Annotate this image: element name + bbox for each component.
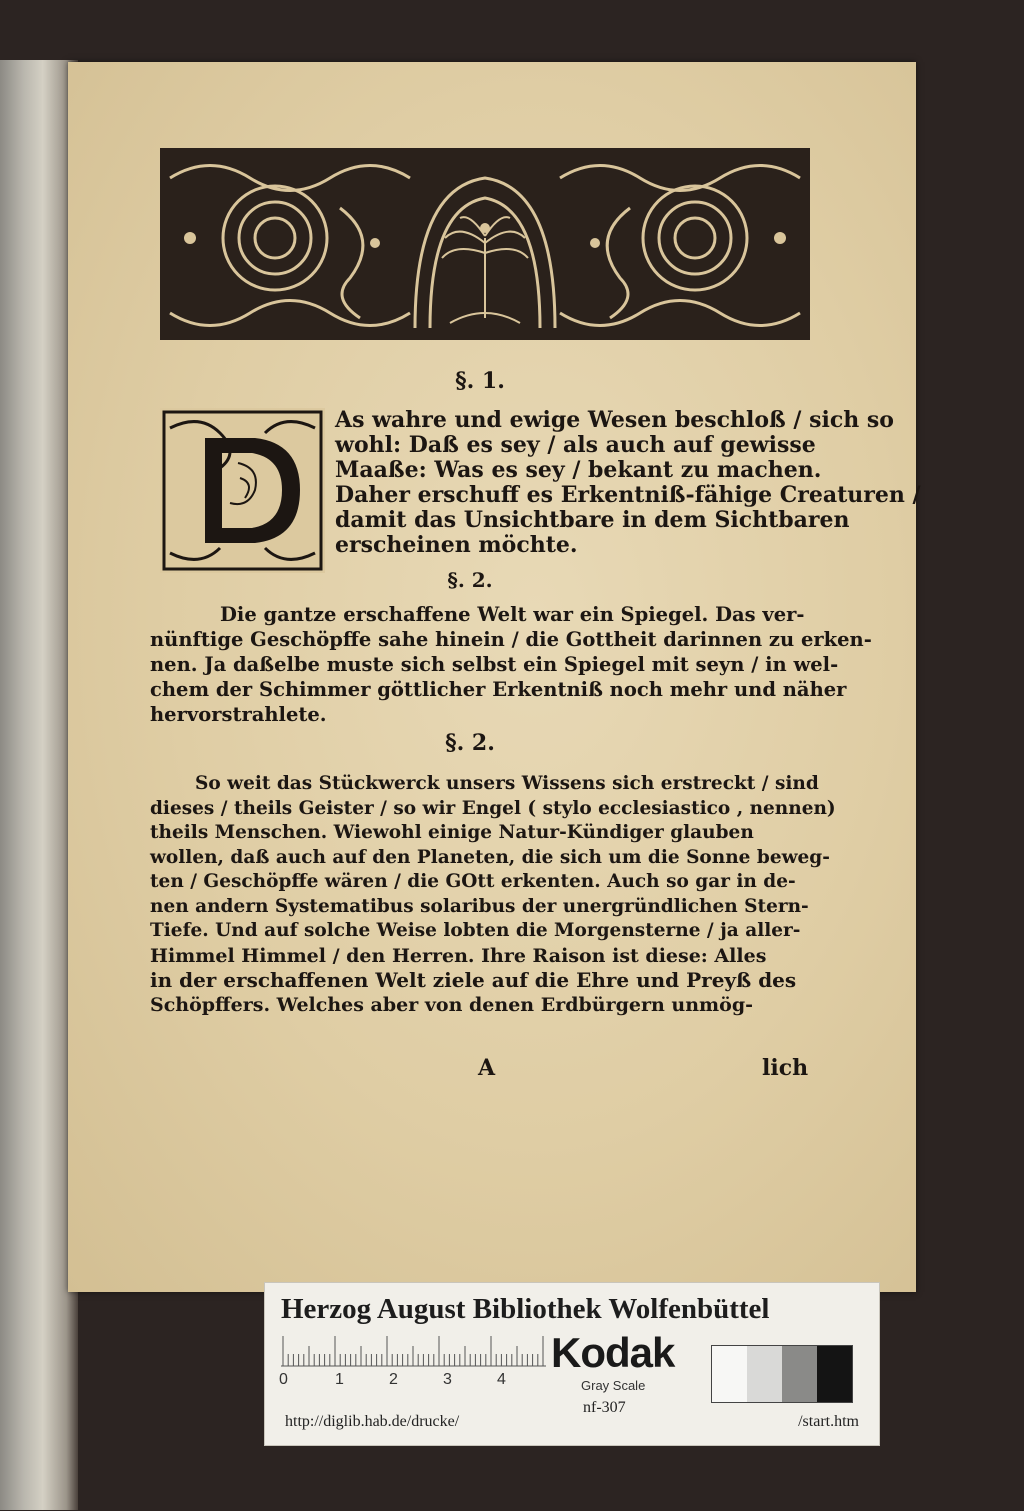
paragraph-1-line: wohl: Daß es sey / als auch auf gewisse — [335, 432, 816, 458]
section-mark-1: §. 1. — [455, 368, 505, 394]
gray-patch-mid — [782, 1346, 817, 1402]
woodcut-headpiece-ornament — [160, 148, 810, 340]
ruler-number: 2 — [389, 1371, 398, 1388]
paragraph-1-line: Daher erschuff es Erkentniß-fähige Creaturen / — [335, 482, 921, 508]
paragraph-1-line: Maaße: Was es sey / bekant zu machen. — [335, 457, 822, 483]
paragraph-2-line: chem der Schimmer göttlicher Erkentniß noch mehr und näher — [150, 678, 847, 701]
ruler-scale — [281, 1335, 546, 1367]
gray-patch-light — [747, 1346, 782, 1402]
gray-scale-label: Gray Scale — [581, 1378, 646, 1393]
catchword: lich — [762, 1055, 809, 1081]
shelfmark: nf-307 — [583, 1399, 626, 1416]
paragraph-3-line: theils Menschen. Wiewohl einige Natur-Kündiger glauben — [150, 822, 754, 843]
ruler-number: 0 — [279, 1371, 288, 1388]
paragraph-3-line: Himmel Himmel / den Herren. Ihre Raison ist diese: Alles — [150, 944, 767, 967]
paragraph-3-line: wollen, daß auch auf den Planeten, die sich um die Sonne beweg- — [150, 846, 830, 868]
section-mark-3: §. 2. — [445, 730, 495, 756]
decorated-initial-d — [160, 408, 325, 573]
paragraph-2-line: Die gantze erschaffene Welt war ein Spiegel. Das ver- — [220, 603, 805, 626]
section-mark-2: §. 2. — [447, 568, 493, 592]
library-title: Herzog August Bibliothek Wolfenbüttel — [281, 1293, 770, 1325]
paragraph-2 — [150, 602, 872, 727]
url-left: http://diglib.hab.de/drucke/ — [285, 1413, 460, 1430]
gray-scale-patches — [711, 1345, 853, 1403]
paragraph-3-line: So weit das Stückwerck unsers Wissens sich erstreckt / sind — [195, 773, 819, 794]
paragraph-3-line: in der erschaffenen Welt ziele auf die Ehre und Preyß des — [150, 968, 797, 992]
ruler-number: 1 — [335, 1371, 344, 1388]
kodak-logo: Kodak — [551, 1329, 675, 1376]
paragraph-3-line: Schöpffers. Welches aber von denen Erdbürgern unmög- — [150, 993, 753, 1016]
paragraph-3-line: ten / Geschöpffe wären / die GOtt erkenten. Auch so gar in de- — [150, 871, 796, 892]
url-right: /start.htm — [798, 1413, 859, 1430]
ruler-number: 4 — [497, 1371, 506, 1388]
paragraph-3-line: dieses / theils Geister / so wir Engel ( stylo ecclesiastico , nennen) — [150, 797, 836, 819]
book-binding-edge — [0, 60, 78, 1510]
paragraph-2-line: nen. Ja daßelbe muste sich selbst ein Spiegel mit seyn / in wel- — [150, 653, 839, 676]
paragraph-2-line: nünftige Geschöpffe sahe hinein / die Gottheit darinnen zu erken- — [150, 628, 872, 651]
gray-patch-white — [712, 1346, 747, 1402]
paragraph-1 — [335, 407, 921, 558]
paragraph-3-line: Tiefe. Und auf solche Weise lobten die Morgensterne / ja aller- — [150, 920, 801, 941]
library-scale-strip — [264, 1282, 880, 1446]
paragraph-3-line: nen andern Systematibus solaribus der unergründlichen Stern- — [150, 895, 809, 917]
paragraph-3 — [150, 772, 836, 1017]
paragraph-1-line: erscheinen möchte. — [335, 532, 578, 558]
paragraph-1-line: As wahre und ewige Wesen beschloß / sich so — [335, 407, 894, 433]
paragraph-2-line: hervorstrahlete. — [150, 703, 327, 726]
paragraph-1-line: damit das Unsichtbare in dem Sichtbaren — [335, 507, 850, 533]
ruler-number: 3 — [443, 1371, 452, 1388]
signature-mark: A — [478, 1055, 496, 1081]
gray-patch-black — [817, 1346, 852, 1402]
